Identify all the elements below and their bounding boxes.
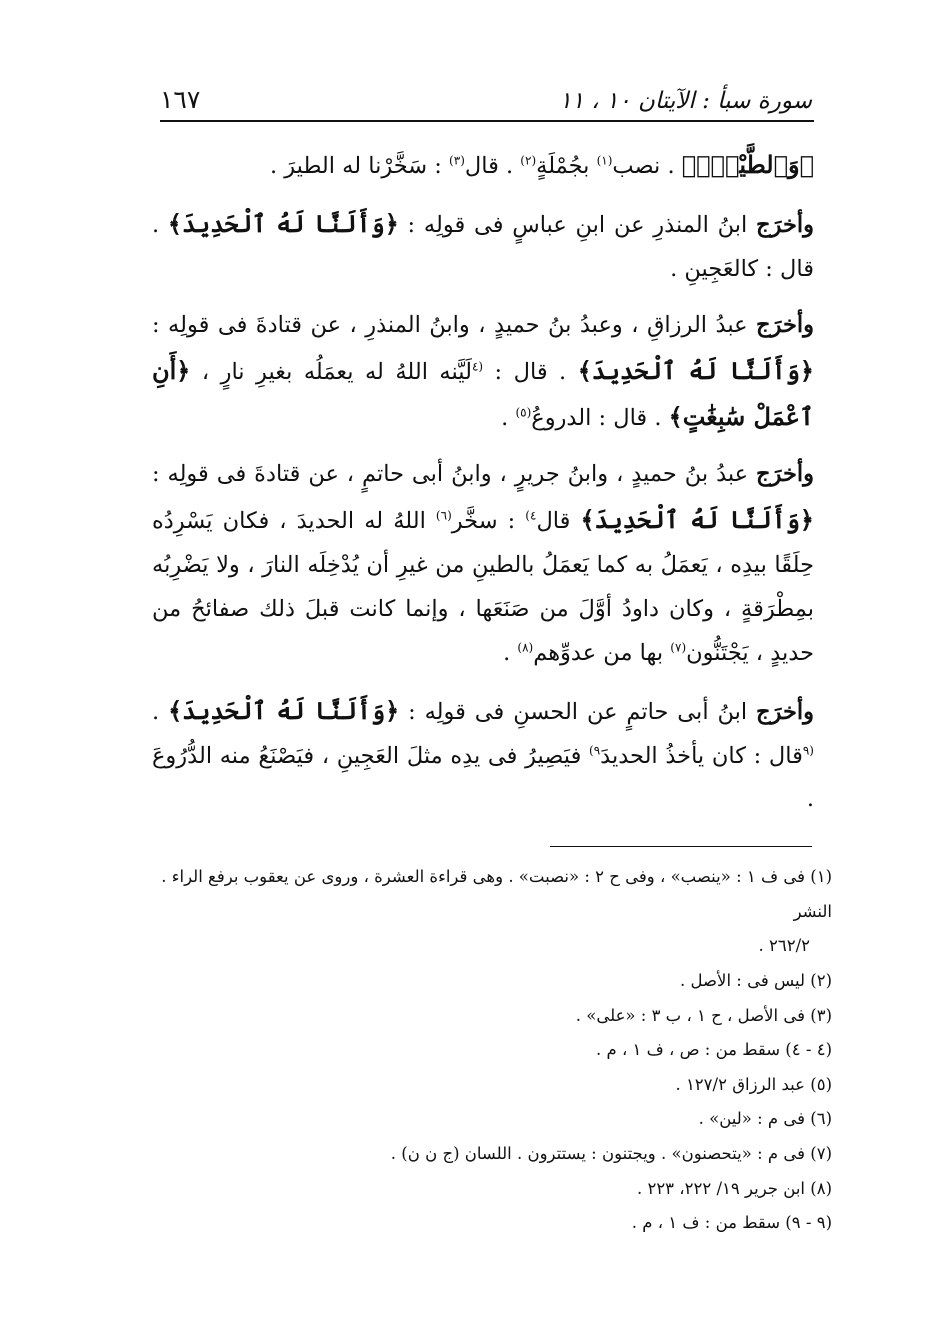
text-run: . قال : الدروعُ	[531, 405, 669, 432]
text-run: . قال : كالعَجِينِ .	[152, 211, 814, 282]
quran-quote: ﴿وَأَلَنَّا لَهُ ٱلْحَدِيدَ﴾	[577, 355, 814, 385]
footnote-marker: (١)	[596, 153, 613, 168]
text-run: .	[501, 405, 516, 432]
footnote-marker: (٥)	[515, 405, 532, 420]
footnote: (٣) فى الأصل ، ح ١ ، ب ٣ : «على» .	[575, 1005, 832, 1025]
text-run: . قال :	[483, 358, 578, 385]
paragraph	[152, 453, 814, 675]
footnote: (١) فى ف ١ : «ينصب» ، وفى ح ٢ : «نصبت» . وهى قراءة العشرة ، وروى عن يعقوب برفع الراء . النشر	[161, 867, 832, 921]
text-run: لَيَّنه اللهُ له يعمَلُه بغيرِ نارٍ ،	[190, 358, 472, 385]
paragraph	[152, 142, 814, 189]
footnote-marker: (٣)	[449, 153, 465, 168]
quran-quote: ﴿أَنِ ٱعْمَلْ سَٰبِغَٰتٍ﴾	[152, 355, 814, 432]
text-run: ابنُ أبى حاتمٍ عن الحسنِ فى قولِه :	[399, 698, 757, 725]
header-rule	[160, 120, 814, 122]
quran-quote: ﴿وَٱلطَّيْرَۖ﴾	[681, 150, 814, 179]
footnote-separator	[550, 846, 812, 847]
lead-word: وأخرَج	[756, 698, 814, 725]
text-run: ابنُ المنذرِ عن ابنِ عباسٍ فى قولِه :	[398, 211, 757, 238]
paragraph	[152, 688, 814, 823]
footnote-marker: (٢)	[520, 153, 537, 168]
text-run: : سخَّر	[451, 508, 526, 535]
text-run: اللهُ له الحديدَ ، فكان يَسْرِدُه حِلَقًا بيدِه ، يَعمَلُ به كما يَعمَلُ بالطينِ من غيرِ أن يُدْخِلَه النارَ ، ولا يَضْرِبُه بمِطْرَقةٍ ، وكان داودُ أوَّلَ من صَنَعَها ، وإنما كانت قبلَ ذلك صفائحُ من حديدٍ ، يَجْتَنُّون	[152, 508, 814, 666]
footnote-marker: (٨)	[517, 640, 534, 655]
footnote-marker: (٧)	[670, 640, 687, 655]
footnote-marker: (٤	[471, 359, 484, 373]
footnote: (٥) عبد الرزاق ١٢٧/٢ .	[675, 1074, 832, 1094]
text-run: .	[503, 639, 518, 666]
text-run: . قال	[464, 153, 521, 179]
lead-word: وأخرَج	[756, 461, 814, 488]
footnote-marker: ٤)	[525, 508, 537, 523]
text-run: قال	[536, 508, 581, 535]
paragraph	[152, 304, 814, 442]
text-run: بها من عدوِّهم	[533, 639, 671, 666]
footnote: (٨) ابن جرير ١٩/ ٢٢٢، ٢٢٣ .	[636, 1178, 832, 1198]
footnotes	[152, 860, 832, 1241]
text-run: فيَصِيرُ فى يدِه مثلَ العَجِينِ ، فيَصْنَعُ منه الدُّرُوعَ .	[152, 742, 814, 813]
text-run: بجُمْلَةٍ	[536, 153, 597, 179]
quran-quote: ﴿وَأَلَنَّا لَهُ ٱلْحَدِيدَ﴾	[168, 695, 400, 725]
paragraph	[152, 201, 814, 292]
text-run: عبدُ الرزاقِ ، وعبدُ بنُ حميدٍ ، وابنُ المنذرِ ، عن قتادةَ فى قولِه :	[152, 311, 757, 338]
footnote: (٧) فى م : «يتحصنون» . ويجتنون : يستترون . اللسان (ج ن ن) .	[390, 1144, 832, 1164]
text-run: . نصب	[612, 153, 682, 179]
text-run: : سَخَّرْنا له الطيرَ .	[269, 153, 450, 179]
footnote-marker: (٦)	[435, 508, 452, 523]
quran-quote: ﴿وَأَلَنَّا لَهُ ٱلْحَدِيدَ﴾	[167, 208, 399, 238]
page-number: ١٦٧	[160, 85, 201, 114]
footnote-marker: ٩)	[589, 743, 601, 757]
body-text	[152, 142, 814, 834]
lead-word: وأخرَج	[756, 311, 814, 338]
running-title: سورة سبأ : الآيتان ١٠ ، ١١	[559, 88, 812, 114]
text-run: .	[152, 698, 169, 725]
footnote-continuation: ٢٦٢/٢ .	[758, 936, 810, 956]
quran-quote: ﴿وَأَلَنَّا لَهُ ٱلْحَدِيدَ﴾	[580, 505, 814, 535]
text-run: قال : كان يأخذُ الحديدَ	[600, 742, 803, 769]
footnote-marker: (٩	[802, 743, 814, 757]
text-run: عبدُ بنُ حميدٍ ، وابنُ جريرٍ ، وابنُ أبى حاتمٍ ، عن قتادةَ فى قولِه :	[152, 461, 757, 488]
footnote: (٤ - ٤) سقط من : ص ، ف ١ ، م .	[596, 1040, 832, 1060]
footnote: (٢) ليس فى : الأصل .	[680, 970, 832, 990]
page-header	[160, 62, 812, 114]
footnote: (٦) فى م : «لين» .	[698, 1109, 832, 1129]
lead-word: وأخرَج	[756, 211, 814, 238]
footnote: (٩ - ٩) سقط من : ف ١ ، م .	[631, 1213, 832, 1233]
